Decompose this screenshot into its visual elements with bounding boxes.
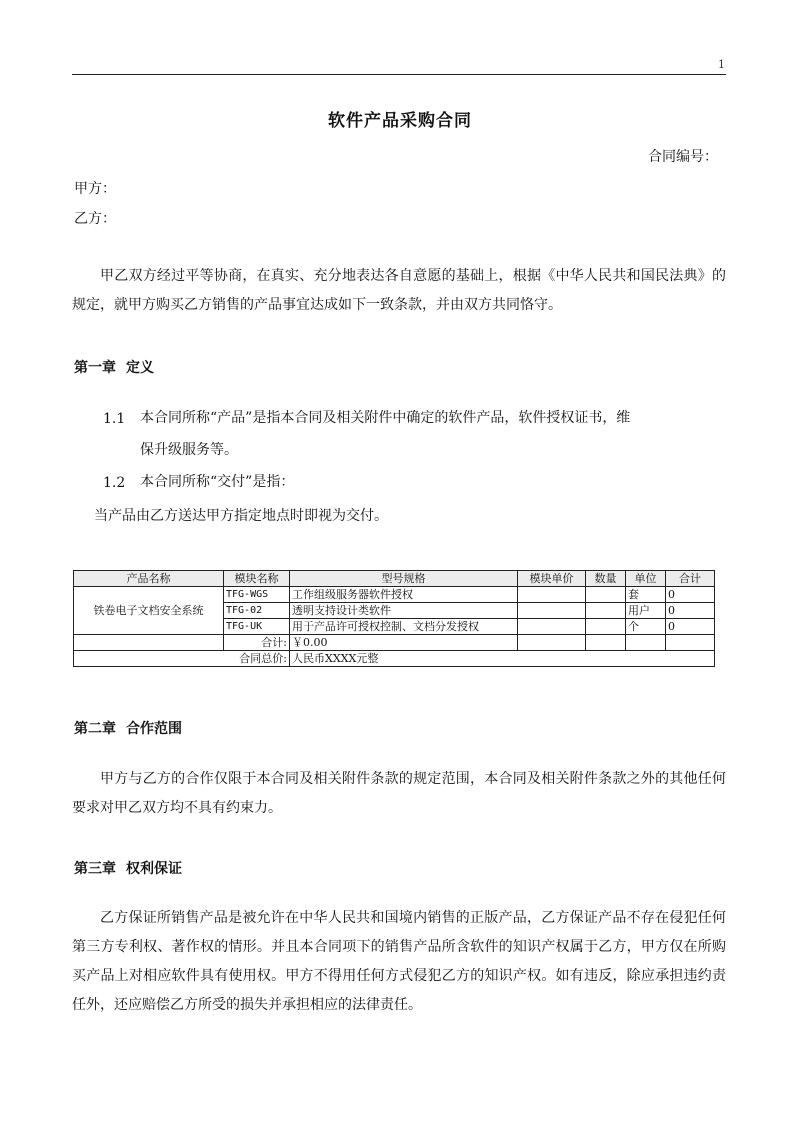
subtotal-row — [74, 635, 715, 651]
party-b-label: 乙方： — [74, 211, 116, 227]
header-module-name: 模块名称 — [224, 571, 290, 587]
empty-cell — [586, 635, 626, 651]
grand-total-value: 人民币XXXX元整 — [290, 651, 715, 667]
qty-cell — [586, 603, 626, 619]
page-number: 1 — [718, 58, 725, 71]
chapter-2-title: 合作范围 — [126, 721, 182, 737]
subtotal-label: 合计: — [224, 635, 290, 651]
total-cell: 0 — [666, 619, 715, 635]
total-cell: 0 — [666, 603, 715, 619]
header-total: 合计 — [666, 571, 715, 587]
clause-1-1-line2: 保升级服务等。 — [140, 442, 238, 458]
document-title: 软件产品采购合同 — [328, 111, 472, 131]
clause-1-2-number: 1.2 — [103, 475, 126, 491]
header-rule — [72, 74, 726, 75]
header-unit-price: 模块单价 — [518, 571, 586, 587]
chapter-1-number: 第一章 — [74, 360, 116, 376]
header-spec: 型号规格 — [290, 571, 518, 587]
total-cell: 0 — [666, 587, 715, 603]
contract-number-label: 合同编号： — [648, 149, 718, 165]
module-cell: TFG-02 — [224, 603, 290, 619]
module-cell: TFG-UK — [224, 619, 290, 635]
chapter-3-title: 权利保证 — [126, 861, 182, 877]
grand-total-row — [74, 651, 715, 667]
header-quantity: 数量 — [586, 571, 626, 587]
clause-1-2-text: 本合同所称“交付”是指： — [140, 474, 295, 490]
empty-cell — [626, 635, 666, 651]
table-row — [74, 587, 715, 603]
clause-1-1-line1: 本合同所称“产品”是指本合同及相关附件中确定的软件产品，软件授权证书，维 — [140, 410, 631, 426]
price-cell — [518, 619, 586, 635]
empty-cell — [666, 635, 715, 651]
chapter-3-number: 第三章 — [74, 861, 116, 877]
qty-cell — [586, 587, 626, 603]
chapter-3-paragraph: 乙方保证所销售产品是被允许在中华人民共和国境内销售的正版产品，乙方保证产品不存在侵犯任何第三方专利权、著作权的情形。并且本合同项下的销售产品所含软件的知识产权属于乙方，甲方仅在所购买产品上对相应软件具有使用权。甲方不得用任何方式侵犯乙方的知识产权。如有违反，除应承担违约责任外，还应赔偿乙方所受的损失并承担相应的法律责任。 — [72, 910, 726, 1013]
spec-cell: 用于产品许可授权控制、文档分发授权 — [290, 619, 518, 635]
header-product-name: 产品名称 — [74, 571, 224, 587]
unit-cell: 套 — [626, 587, 666, 603]
chapter-1-heading — [74, 357, 154, 377]
empty-cell — [518, 635, 586, 651]
chapter-2-paragraph: 甲方与乙方的合作仅限于本合同及相关附件条款的规定范围，本合同及相关附件条款之外的其他任何要求对甲乙双方均不具有约束力。 — [72, 771, 726, 816]
module-cell: TFG-WGS — [224, 587, 290, 603]
unit-cell: 用户 — [626, 603, 666, 619]
product-table — [73, 570, 715, 667]
party-a-label: 甲方： — [74, 181, 116, 197]
grand-total-label: 合同总价: — [74, 651, 290, 667]
header-unit: 单位 — [626, 571, 666, 587]
spec-cell: 工作组级服务器软件授权 — [290, 587, 518, 603]
clause-1-1-number: 1.1 — [103, 411, 126, 427]
chapter-3-heading — [74, 858, 182, 878]
qty-cell — [586, 619, 626, 635]
price-cell — [518, 603, 586, 619]
intro-paragraph: 甲乙双方经过平等协商，在真实、充分地表达各自意愿的基础上，根据《中华人民共和国民法典》的规定，就甲方购买乙方销售的产品事宜达成如下一致条款，并由双方共同恪守。 — [72, 268, 726, 313]
subtotal-value: ￥0.00 — [290, 635, 518, 651]
spec-cell: 透明支持设计类软件 — [290, 603, 518, 619]
chapter-2-number: 第二章 — [74, 721, 116, 737]
price-cell — [518, 587, 586, 603]
chapter-2-heading — [74, 718, 182, 738]
delivery-definition: 当产品由乙方送达甲方指定地点时即视为交付。 — [94, 508, 388, 524]
unit-cell: 个 — [626, 619, 666, 635]
table-header-row — [74, 571, 715, 587]
empty-cell — [74, 635, 224, 651]
product-name-cell: 铁卷电子文档安全系统 — [74, 587, 224, 635]
chapter-1-title: 定义 — [126, 360, 154, 376]
